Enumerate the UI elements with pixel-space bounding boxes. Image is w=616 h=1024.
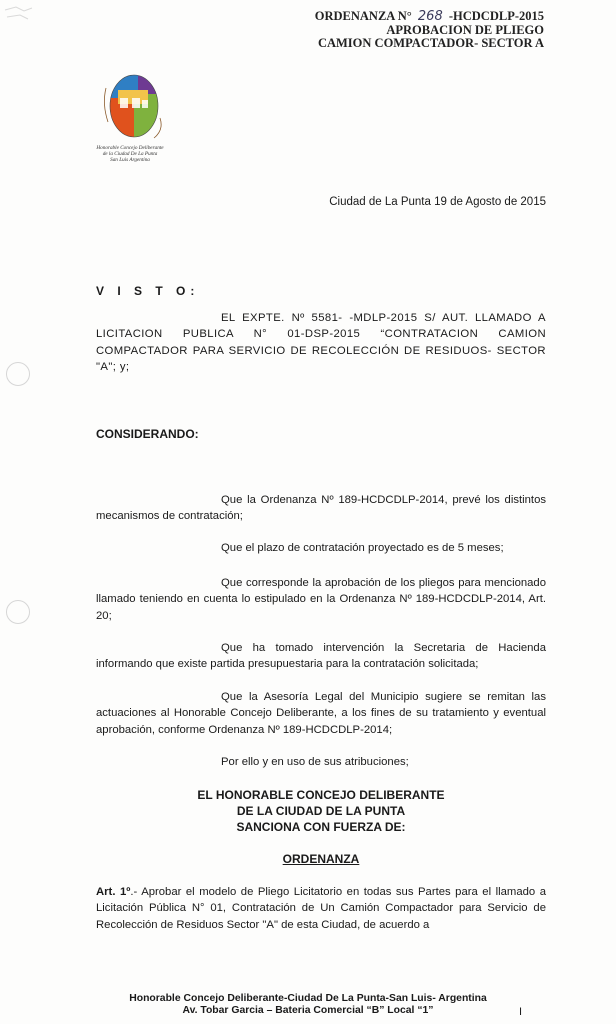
- scan-speck-icon: [2, 2, 42, 28]
- considerando-paragraph: Que ha tomado intervención la Secretaria de Hacienda informando que existe partida presupuestaria para la contratación solicitada;: [96, 642, 546, 671]
- sanciona-block: [96, 787, 546, 835]
- document-footer: [60, 993, 556, 1017]
- punch-hole-icon: [6, 362, 30, 386]
- sanciona-line: EL HONORABLE CONCEJO DELIBERANTE: [197, 788, 445, 802]
- document-header: [315, 10, 544, 51]
- logo-caption-line: de la Ciudad De La Punta: [102, 151, 158, 158]
- header-suffix: -HCDCDLP-2015: [448, 9, 544, 23]
- logo-caption-line: Honorable Concejo Deliberante: [96, 145, 164, 151]
- document-date: Ciudad de La Punta 19 de Agosto de 2015: [329, 196, 546, 208]
- considerando-paragraph: Por ello y en uso de sus atribuciones;: [221, 756, 409, 768]
- logo-caption: [90, 145, 170, 164]
- article-1-label: Art. 1º: [96, 886, 131, 898]
- article-1: [96, 884, 546, 933]
- header-line-2: APROBACION DE PLIEGO: [386, 22, 544, 37]
- sanciona-line: SANCIONA CON FUERZA DE:: [236, 820, 406, 834]
- handwritten-number: 268: [417, 9, 443, 24]
- considerando-paragraph: Que corresponde la aprobación de los pliegos para mencionado llamado teniendo en cuenta lo estipulado en la Ordenanza Nº 189-HCDCDLP-2014, Art. 20;: [96, 577, 546, 622]
- considerando-heading: CONSIDERANDO:: [96, 427, 199, 441]
- considerando-paragraph: Que la Ordenanza Nº 189-HCDCDLP-2014, prevé los distintos mecanismos de contratación;: [96, 494, 546, 523]
- logo-caption-line: San Luis Argentina: [110, 157, 150, 164]
- header-line-3: CAMION COMPACTADOR- SECTOR A: [317, 36, 544, 50]
- ordenanza-title: ORDENANZA: [282, 852, 360, 866]
- punch-hole-icon: [6, 600, 30, 624]
- sanciona-line: DE LA CIUDAD DE LA PUNTA: [236, 804, 406, 818]
- header-ordinance-number: [315, 10, 544, 24]
- footer-line-1: Honorable Concejo Deliberante-Ciudad De La Punta-San Luis- Argentina: [129, 993, 487, 1004]
- footer-line-2: Av. Tobar Garcia – Bateria Comercial “B” Local “1”: [182, 1005, 434, 1016]
- visto-heading: V I S T O:: [96, 284, 200, 298]
- article-1-text: .- Aprobar el modelo de Pliego Licitatorio en todas sus Partes para el llamado a Licitación Pública N° 01, Contratación de Un Camión Compactador para Servicio de Recolección de Residuos Sector "A" de esta Ciudad, de acuerdo a: [96, 886, 546, 931]
- considerando-paragraph: Que la Asesoría Legal del Municipio sugiere se remitan las actuaciones al Honorable Concejo Deliberante, a los fines de su tratamiento y eventual aprobación, conforme Ordenanza Nº 189-HCDCDLP-2014;: [96, 691, 546, 736]
- header-prefix: ORDENANZA N°: [314, 9, 412, 23]
- considerando-paragraph: Que el plazo de contratación proyectado es de 5 meses;: [221, 542, 504, 554]
- visto-text: EL EXPTE. Nº 5581- -MDLP-2015 S/ AUT. LLAMADO A LICITACION PUBLICA N° 01-DSP-2015 “CONTRATACION CAMION COMPACTADOR PARA SERVICIO DE RECOLECCIÓN DE RESIDUOS- SECTOR "A"; y;: [96, 312, 546, 374]
- page-mark: I: [519, 1006, 523, 1018]
